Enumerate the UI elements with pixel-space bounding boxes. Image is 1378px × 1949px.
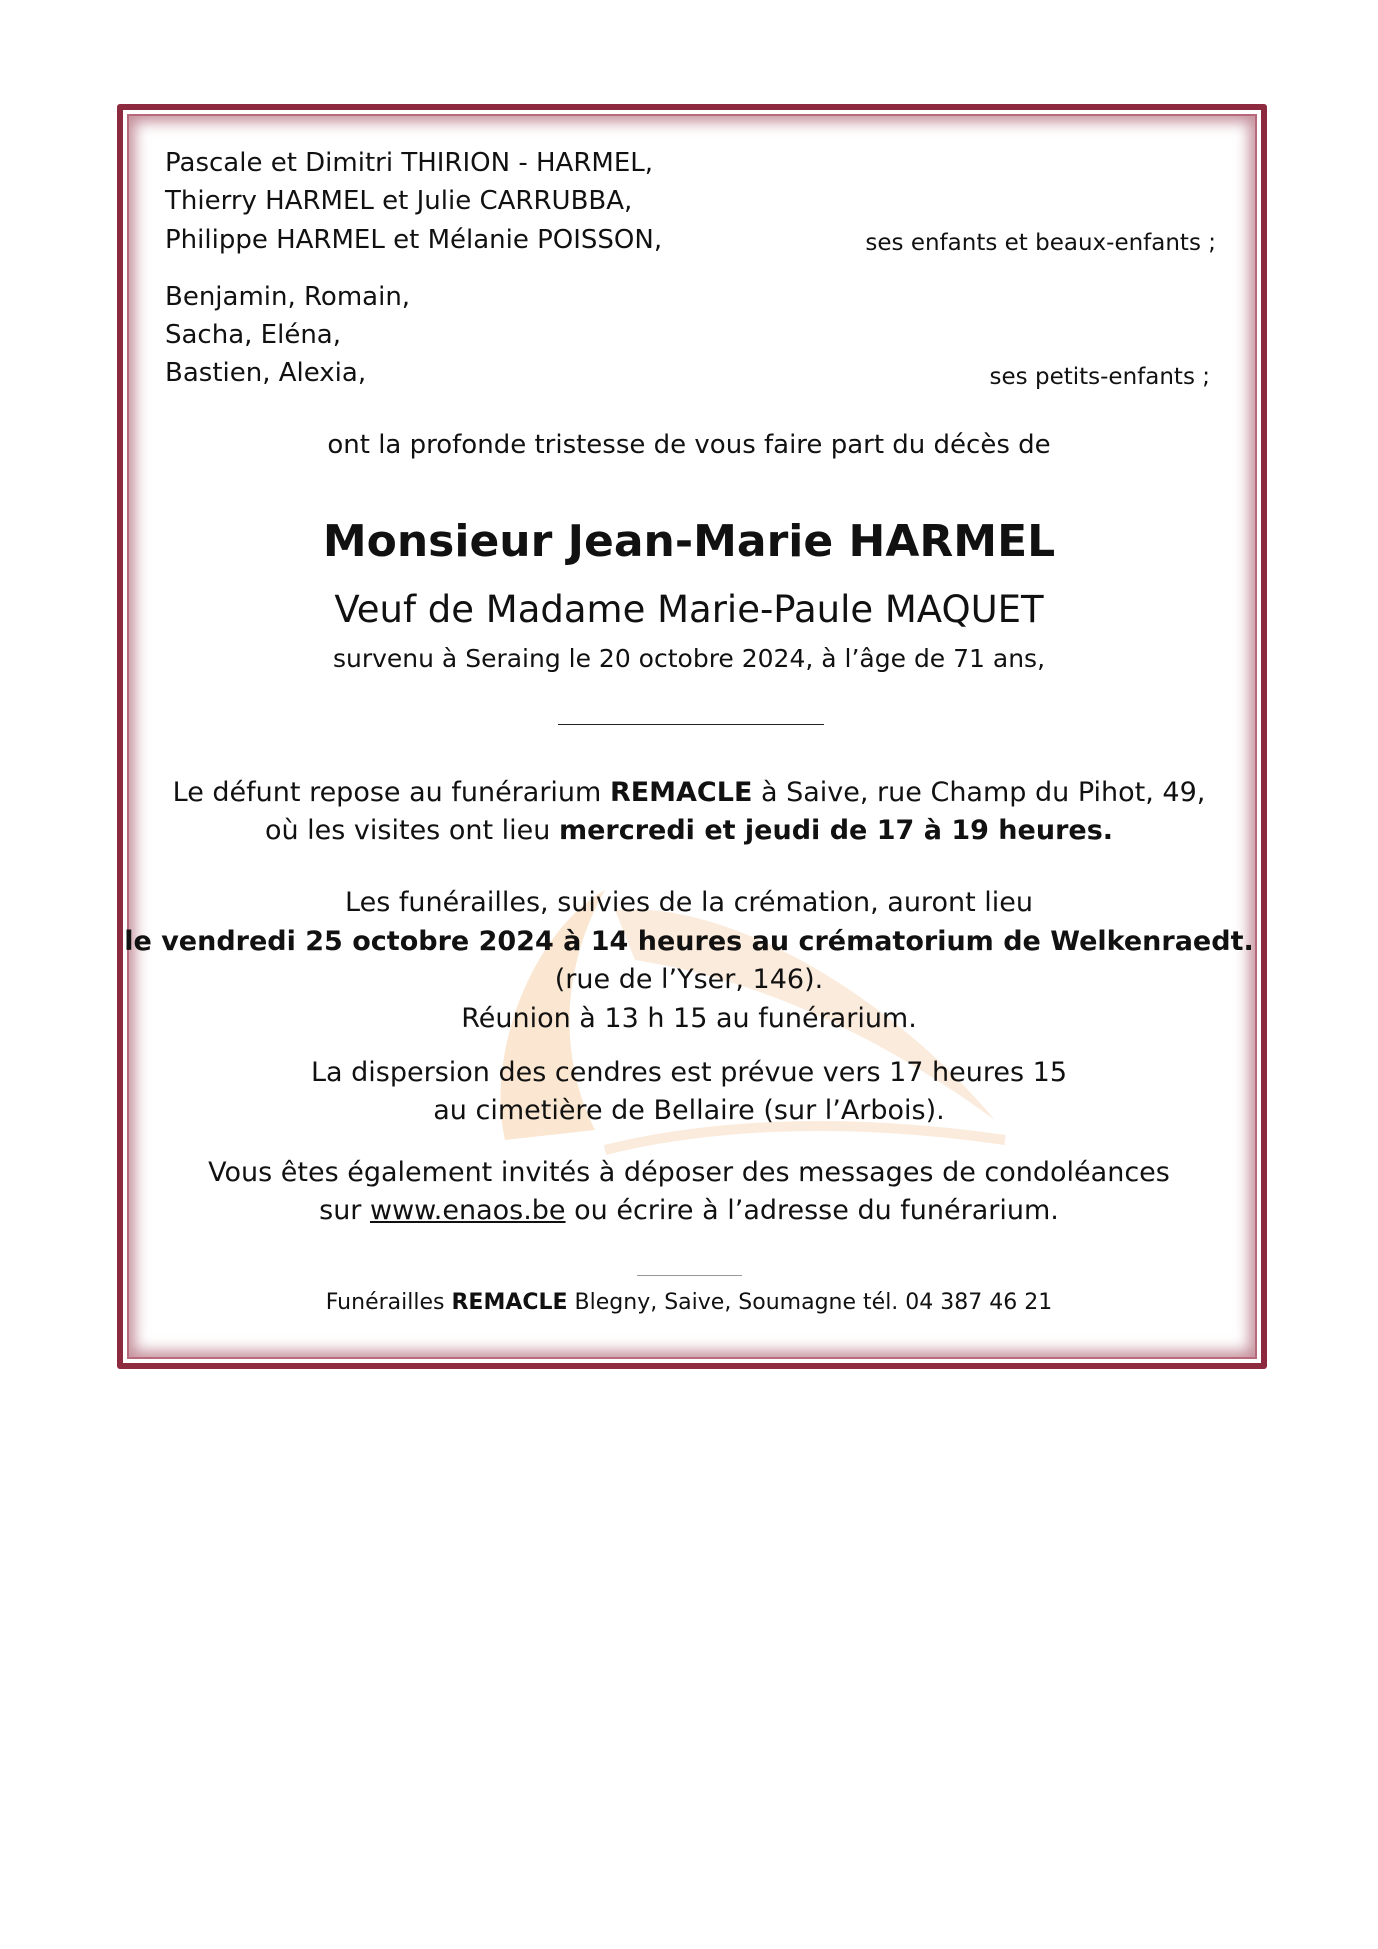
visiting-hours: mercredi et jeudi de 17 à 19 heures. — [558, 815, 1114, 846]
funeral-date-line: le vendredi 25 octobre 2024 à 14 heures au crématorium de Welkenraedt. — [124, 926, 1254, 957]
condolences-line-2: sur www.enaos.be ou écrire à l’adresse du funérarium. — [319, 1195, 1059, 1226]
enaos-link[interactable]: www.enaos.be — [370, 1195, 566, 1226]
funeral-address: (rue de l’Yser, 146). — [554, 964, 824, 995]
condolences-line-1: Vous êtes également invités à déposer des messages de condoléances — [208, 1157, 1170, 1188]
visitation-line-1: Le défunt repose au funérarium REMACLE à Saive, rue Champ du Pihot, 49, — [172, 777, 1206, 808]
footer-brand: REMACLE — [451, 1290, 568, 1315]
deceased-name: Monsieur Jean-Marie HARMEL — [322, 516, 1056, 567]
funeral-meeting: Réunion à 13 h 15 au funérarium. — [461, 1003, 917, 1034]
ashes-line-2: au cimetière de Bellaire (sur l’Arbois). — [433, 1095, 945, 1126]
children-line-1: Pascale et Dimitri THIRION - HARMEL, — [165, 148, 653, 178]
children-role: ses enfants et beaux-enfants ; — [865, 230, 1216, 256]
children-line-3: Philippe HARMEL et Mélanie POISSON, — [165, 225, 663, 255]
ashes-line-1: La dispersion des cendres est prévue vers 17 heures 15 — [310, 1057, 1067, 1088]
children-line-2: Thierry HARMEL et Julie CARRUBBA, — [165, 186, 633, 216]
grandchildren-line-2: Sacha, Eléna, — [165, 320, 341, 350]
visitation-line-2: où les visites ont lieu mercredi et jeudi de 17 à 19 heures. — [264, 815, 1114, 846]
grandchildren-role: ses petits-enfants ; — [989, 364, 1210, 390]
footer-divider — [637, 1275, 742, 1276]
grandchildren-line-3: Bastien, Alexia, — [165, 358, 367, 388]
footer-contact: Funérailles REMACLE Blegny, Saive, Soumagne tél. 04 387 46 21 — [325, 1290, 1053, 1315]
intro-text: ont la profonde tristesse de vous faire part du décès de — [327, 430, 1051, 460]
death-details: survenu à Seraing le 20 octobre 2024, à l’âge de 71 ans, — [332, 644, 1046, 673]
divider — [558, 724, 824, 725]
widow-of: Veuf de Madame Marie-Paule MAQUET — [334, 588, 1044, 631]
funeral-home-name: REMACLE — [609, 777, 753, 808]
funeral-line-1: Les funérailles, suivies de la crémation, auront lieu — [345, 887, 1033, 918]
grandchildren-line-1: Benjamin, Romain, — [165, 282, 411, 312]
